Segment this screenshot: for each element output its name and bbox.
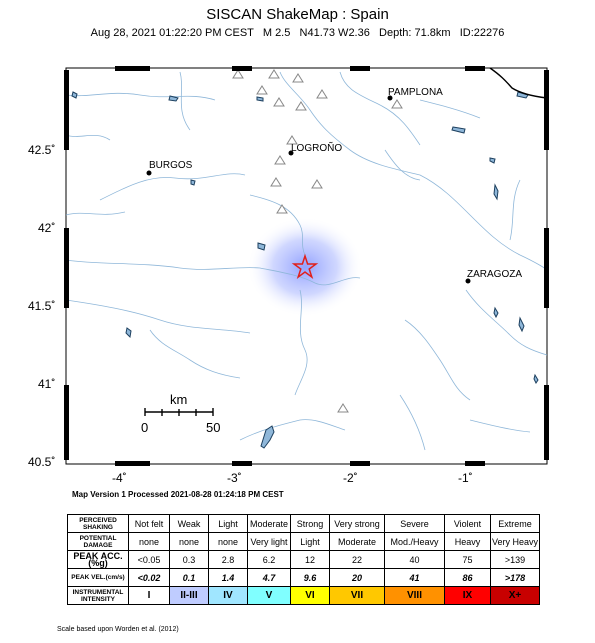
event-info: Aug 28, 2021 01:22:20 PM CEST M 2.5 N41.73 W2.36 Depth: 71.8km ID:22276: [90, 27, 505, 39]
city-label-logrono: LOGROÑO: [291, 143, 343, 154]
scale-max: 50: [206, 420, 221, 435]
legend-cell: 0.1: [170, 569, 209, 587]
map-version-line: Map Version 1 Processed 2021-08-28 01:24:18 PM CEST: [72, 490, 284, 499]
legend-cell: IV: [209, 587, 248, 605]
legend-cell: Heavy: [445, 533, 491, 551]
legend-cell: 40: [385, 551, 445, 569]
potential-damage-row: [68, 533, 540, 551]
legend-row-label: INSTRUMENTAL INTENSITY: [68, 587, 129, 605]
peak-vel-row: [68, 569, 540, 587]
city-label-zaragoza: ZARAGOZA: [467, 269, 523, 280]
legend-cell: 22: [330, 551, 385, 569]
legend-cell: V: [248, 587, 291, 605]
legend-cell: 9.6: [291, 569, 330, 587]
legend-cell: 86: [445, 569, 491, 587]
legend-cell: 6.2: [248, 551, 291, 569]
lon-tick-label: -1˚: [458, 471, 473, 485]
legend-cell: Very strong: [330, 515, 385, 533]
intensity-legend: [67, 514, 540, 605]
legend-cell: Severe: [385, 515, 445, 533]
legend-cell: I: [129, 587, 170, 605]
lat-tick-label: 41.5˚: [28, 299, 56, 313]
legend-cell: none: [129, 533, 170, 551]
scale-min: 0: [141, 420, 149, 435]
legend-cell: 1.4: [209, 569, 248, 587]
legend-cell: >139: [491, 551, 540, 569]
lon-tick-label: -4˚: [112, 471, 127, 485]
legend-cell: Very Heavy: [491, 533, 540, 551]
legend-cell: 75: [445, 551, 491, 569]
lat-tick-label: 40.5˚: [28, 455, 56, 469]
legend-row-label: POTENTIAL DAMAGE: [68, 533, 129, 551]
lon-tick-label: -3˚: [227, 471, 242, 485]
legend-cell: Weak: [170, 515, 209, 533]
shaking-intensity-area: [247, 217, 363, 317]
legend-cell: >178: [491, 569, 540, 587]
legend-row-label: PERCEIVED SHAKING: [68, 515, 129, 533]
city-label-pamplona: PAMPLONA: [388, 87, 443, 98]
instrumental-intensity-row: [68, 587, 540, 605]
legend-cell: Mod./Heavy: [385, 533, 445, 551]
lat-tick-label: 41˚: [38, 377, 56, 391]
city-label-burgos: BURGOS: [149, 160, 193, 171]
legend-cell: Moderate: [248, 515, 291, 533]
legend-cell: none: [209, 533, 248, 551]
legend-cell: II-III: [170, 587, 209, 605]
footnote: Scale based upon Worden et al. (2012): [57, 626, 179, 633]
scale-unit: km: [170, 392, 188, 407]
legend-cell: 20: [330, 569, 385, 587]
legend-cell: none: [170, 533, 209, 551]
legend-cell: Moderate: [330, 533, 385, 551]
legend-cell: 41: [385, 569, 445, 587]
legend-cell: Extreme: [491, 515, 540, 533]
lat-tick-label: 42˚: [38, 221, 56, 235]
legend-cell: VI: [291, 587, 330, 605]
legend-cell: 4.7: [248, 569, 291, 587]
legend-cell: IX: [445, 587, 491, 605]
legend-cell: <0.02: [129, 569, 170, 587]
legend-cell: X+: [491, 587, 540, 605]
legend-cell: 0.3: [170, 551, 209, 569]
legend-cell: Light: [209, 515, 248, 533]
legend-cell: Light: [291, 533, 330, 551]
perceived-shaking-row: [68, 515, 540, 533]
legend-cell: 2.8: [209, 551, 248, 569]
legend-cell: Not felt: [129, 515, 170, 533]
lat-tick-label: 42.5˚: [28, 143, 56, 157]
legend-cell: VII: [330, 587, 385, 605]
legend-cell: Violent: [445, 515, 491, 533]
legend-row-label: PEAK ACC.(%g): [68, 551, 129, 569]
map-title: SISCAN ShakeMap : Spain: [206, 6, 389, 23]
legend-row-label: PEAK VEL.(cm/s): [68, 569, 129, 587]
legend-cell: Very light: [248, 533, 291, 551]
legend-cell: Strong: [291, 515, 330, 533]
legend-cell: <0.05: [129, 551, 170, 569]
legend-cell: 12: [291, 551, 330, 569]
legend-cell: VIII: [385, 587, 445, 605]
peak-acc-row: [68, 551, 540, 569]
lon-tick-label: -2˚: [343, 471, 358, 485]
